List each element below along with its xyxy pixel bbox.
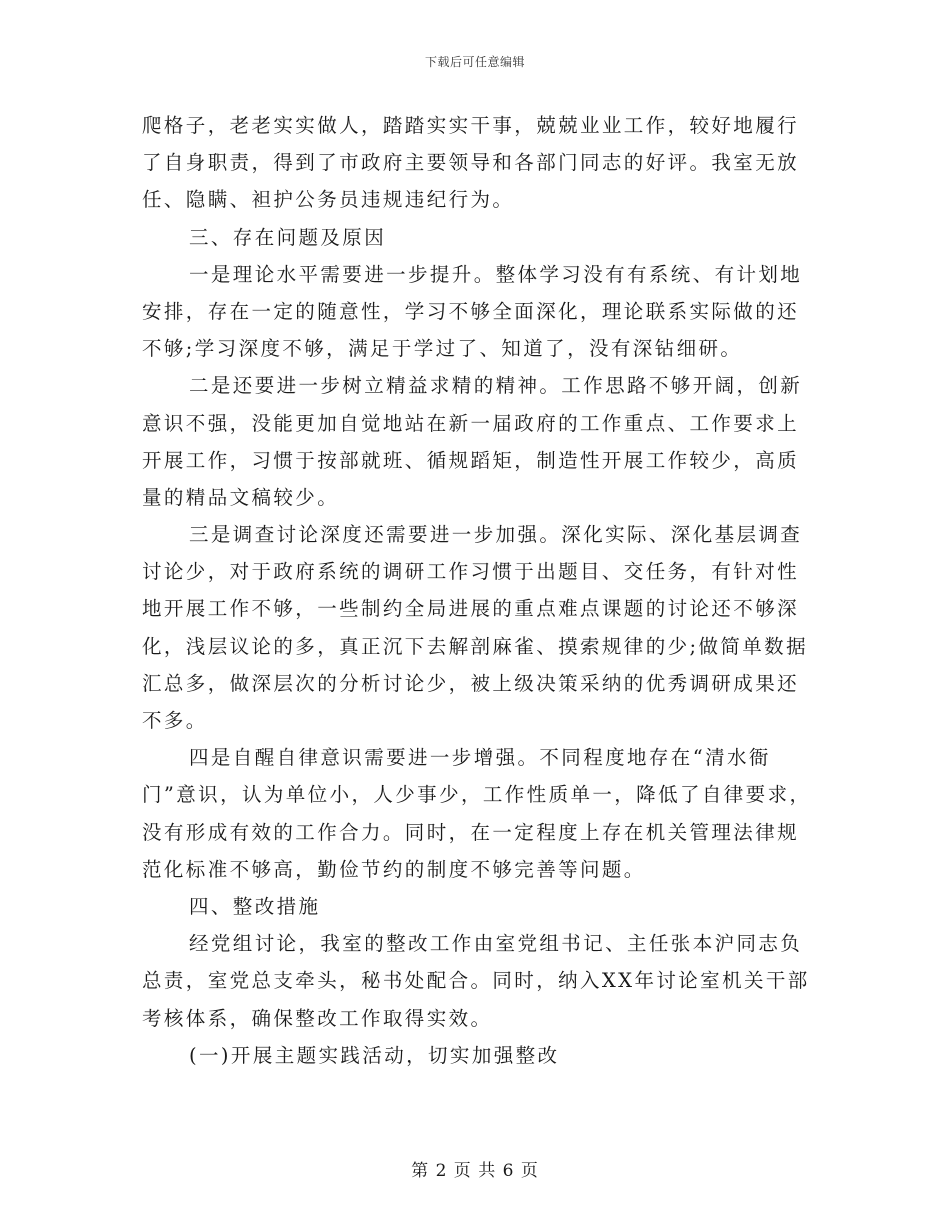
subsection-heading: (一)开展主题实践活动，切实加强整改 xyxy=(189,1043,560,1067)
body-line: 总责，室党总支牵头，秘书处配合。同时，纳入XX年讨论室机关干部 xyxy=(142,969,810,993)
body-line: 讨论少，对于政府系统的调研工作习惯于出题目、交任务，有针对性 xyxy=(142,560,800,584)
body-line: 范化标准不够高，勤俭节约的制度不够完善等问题。 xyxy=(142,857,646,881)
section-heading: 四、整改措施 xyxy=(189,894,321,918)
body-line: 地开展工作不够，一些制约全局进展的重点难点课题的讨论还不够深 xyxy=(142,597,800,621)
body-line: 任、隐瞒、袒护公务员违规违纪行为。 xyxy=(142,188,515,212)
body-line: 安排，存在一定的随意性，学习不够全面深化，理论联系实际做的还 xyxy=(142,299,800,323)
body-line: 量的精品文稿较少。 xyxy=(142,485,340,509)
document-body xyxy=(142,107,812,1074)
body-line: 了自身职责，得到了市政府主要领导和各部门同志的好评。我室无放 xyxy=(142,151,800,175)
body-line: 考核体系，确保整改工作取得实效。 xyxy=(142,1006,493,1030)
body-line: 汇总多，做深层次的分析讨论少，被上级决策采纳的优秀调研成果还 xyxy=(142,671,800,695)
body-line: 意识不强，没能更加自觉地站在新一届政府的工作重点、工作要求上 xyxy=(142,411,800,435)
body-line: 化，浅层议论的多，真正沉下去解剖麻雀、摸索规律的少;做简单数据 xyxy=(142,634,808,658)
body-line: 门”意识，认为单位小，人少事少，工作性质单一，降低了自律要求， xyxy=(142,783,812,807)
body-line: 二是还要进一步树立精益求精的精神。工作思路不够开阔，创新 xyxy=(189,374,803,398)
page-footer: 第 2 页 共 6 页 xyxy=(411,1161,539,1181)
body-line: 三是调查讨论深度还需要进一步加强。深化实际、深化基层调查 xyxy=(189,523,803,547)
page-header: 下载后可任意编辑 xyxy=(424,55,525,69)
body-line: 不够;学习深度不够，满足于学过了、知道了，没有深钻细研。 xyxy=(142,337,743,361)
body-line: 没有形成有效的工作合力。同时，在一定程度上存在机关管理法律规 xyxy=(142,820,800,844)
section-heading: 三、存在问题及原因 xyxy=(189,225,387,249)
body-line: 四是自醒自律意识需要进一步增强。不同程度地存在“清水衙 xyxy=(189,746,771,770)
body-line: 开展工作，习惯于按部就班、循规蹈矩，制造性开展工作较少，高质 xyxy=(142,448,800,472)
body-line: 不多。 xyxy=(142,709,208,732)
body-line: 经党组讨论，我室的整改工作由室党组书记、主任张本沪同志负 xyxy=(189,932,803,956)
body-line: 一是理论水平需要进一步提升。整体学习没有有系统、有计划地 xyxy=(189,262,803,286)
body-line: 爬格子，老老实实做人，踏踏实实干事，兢兢业业工作，较好地履行 xyxy=(142,114,800,137)
